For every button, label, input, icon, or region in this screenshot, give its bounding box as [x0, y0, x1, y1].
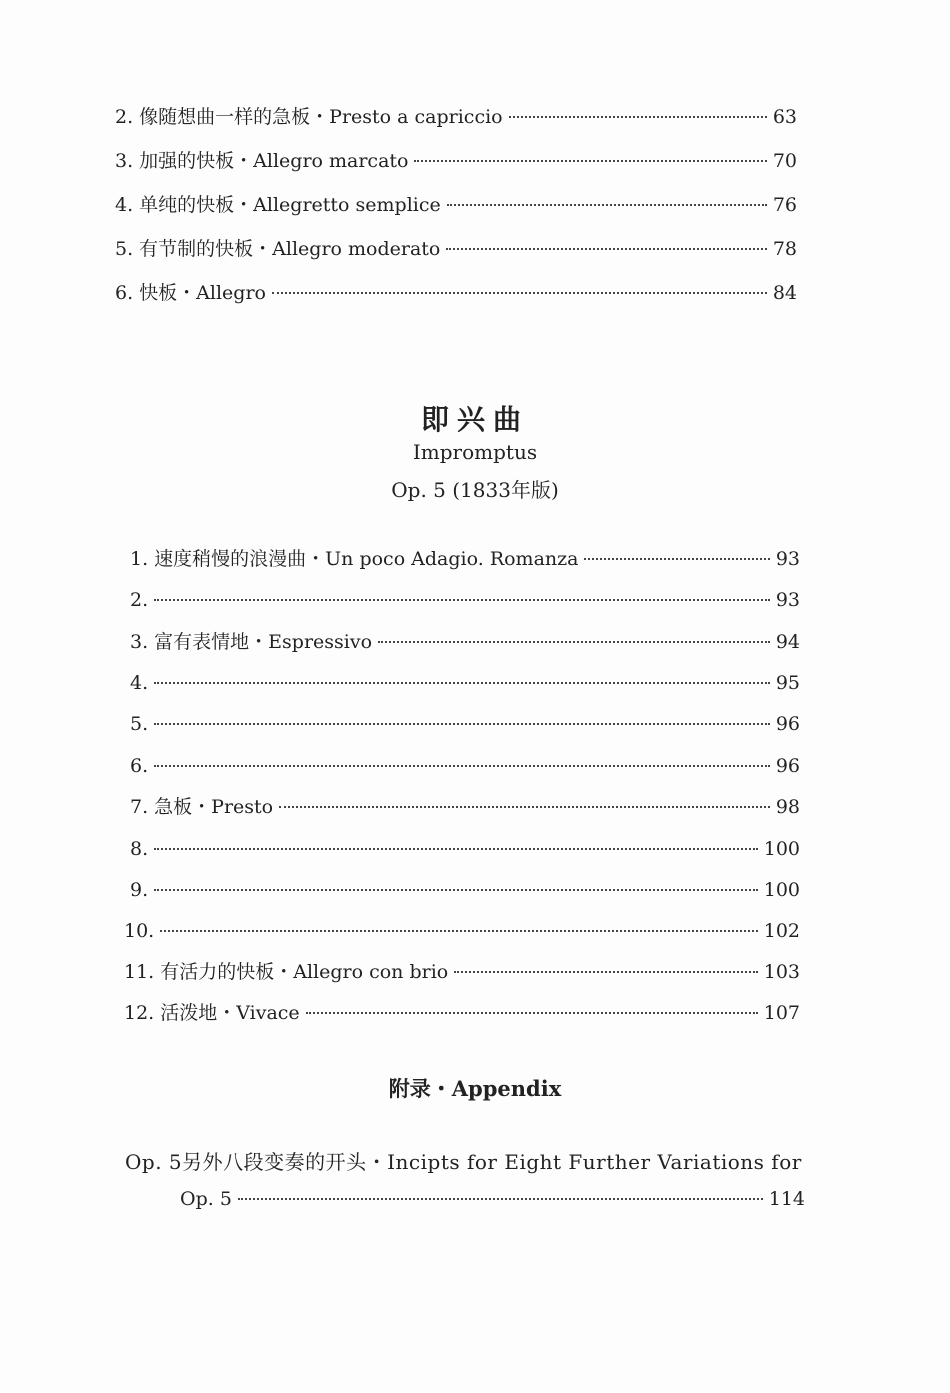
- dot-leader: [154, 682, 770, 684]
- dot-leader: [584, 558, 769, 560]
- section-title-cn: 即兴曲: [420, 403, 529, 436]
- toc-entry-page: 114: [768, 1188, 805, 1210]
- toc-entry-page: 84: [772, 282, 797, 304]
- dot-leader: [154, 889, 758, 891]
- dot-leader: [279, 806, 770, 808]
- toc-entry-label: 6.: [130, 755, 149, 777]
- toc-entry-label: Op. 5: [180, 1188, 232, 1210]
- toc-entry[interactable]: [130, 587, 800, 613]
- dot-leader: [154, 723, 770, 725]
- dot-leader: [378, 641, 770, 643]
- toc-entry-label: 6. 快板・Allegro: [115, 282, 266, 304]
- dot-leader: [447, 204, 767, 206]
- section-opus: Op. 5 (1833年版): [391, 478, 559, 502]
- toc-entry-page: 102: [763, 920, 800, 942]
- toc-entry[interactable]: [115, 280, 797, 306]
- toc-entry-label: 10.: [124, 920, 155, 942]
- toc-entry[interactable]: [130, 711, 800, 737]
- toc-entry-label: 1. 速度稍慢的浪漫曲・Un poco Adagio. Romanza: [130, 548, 579, 570]
- toc-entry[interactable]: [130, 753, 800, 779]
- toc-entry[interactable]: [124, 959, 800, 985]
- toc-entry-page: 93: [775, 548, 800, 570]
- toc-entry-page: 70: [772, 150, 797, 172]
- toc-entry[interactable]: [115, 148, 797, 174]
- toc-entry-page: 76: [772, 194, 797, 216]
- toc-entry-label: 3. 富有表情地・Espressivo: [130, 631, 373, 653]
- toc-entry[interactable]: [180, 1186, 805, 1212]
- toc-entry[interactable]: [115, 236, 797, 262]
- appendix-title: 附录・Appendix: [388, 1076, 562, 1101]
- toc-entry-page: 94: [775, 631, 800, 653]
- dot-leader: [160, 930, 758, 932]
- toc-entry-page: 103: [763, 961, 800, 983]
- toc-entry[interactable]: [124, 1000, 800, 1026]
- toc-entry-page: 96: [775, 713, 800, 735]
- toc-entry-page: 93: [775, 589, 800, 611]
- toc-entry-label: 2. 像随想曲一样的急板・Presto a capriccio: [115, 106, 503, 128]
- toc-entry-label: 4. 单纯的快板・Allegretto semplice: [115, 194, 441, 216]
- toc-entry-page: 100: [763, 879, 800, 901]
- toc-entry[interactable]: [124, 918, 800, 944]
- toc-entry-label: 12. 活泼地・Vivace: [124, 1002, 300, 1024]
- appendix-entry-label[interactable]: Op. 5另外八段变奏的开头・Incipts for Eight Further Variations for: [125, 1150, 802, 1174]
- toc-entry-page: 95: [775, 672, 800, 694]
- toc-entry-page: 63: [772, 106, 797, 128]
- toc-entry-label: 9.: [130, 879, 149, 901]
- toc-entry-page: 96: [775, 755, 800, 777]
- dot-leader: [509, 116, 767, 118]
- dot-leader: [446, 248, 766, 250]
- dot-leader: [154, 848, 758, 850]
- toc-entry-page: 98: [775, 796, 800, 818]
- toc-entry[interactable]: [130, 836, 800, 862]
- toc-entry-page: 107: [763, 1002, 800, 1024]
- toc-entry-label: 4.: [130, 672, 149, 694]
- toc-entry-label: 7. 急板・Presto: [130, 796, 274, 818]
- dot-leader: [154, 765, 770, 767]
- section-title-en: Impromptus: [412, 440, 538, 464]
- dot-leader: [454, 971, 758, 973]
- dot-leader: [154, 599, 770, 601]
- dot-leader: [306, 1012, 758, 1014]
- dot-leader: [238, 1198, 763, 1200]
- dot-leader: [414, 160, 766, 162]
- toc-entry-label: 5. 有节制的快板・Allegro moderato: [115, 238, 441, 260]
- toc-entry-label: 8.: [130, 838, 149, 860]
- toc-entry-label: 3. 加强的快板・Allegro marcato: [115, 150, 409, 172]
- toc-entry[interactable]: [115, 104, 797, 130]
- toc-entry[interactable]: [130, 794, 800, 820]
- toc-entry[interactable]: [130, 670, 800, 696]
- toc-entry[interactable]: [115, 192, 797, 218]
- toc-entry-page: 78: [772, 238, 797, 260]
- toc-entry-label: 2.: [130, 589, 149, 611]
- toc-entry-label: 5.: [130, 713, 149, 735]
- toc-entry-label: 11. 有活力的快板・Allegro con brio: [124, 961, 449, 983]
- toc-entry-page: 100: [763, 838, 800, 860]
- toc-entry[interactable]: [130, 877, 800, 903]
- toc-entry[interactable]: [130, 546, 800, 572]
- dot-leader: [272, 292, 767, 294]
- toc-entry[interactable]: [130, 629, 800, 655]
